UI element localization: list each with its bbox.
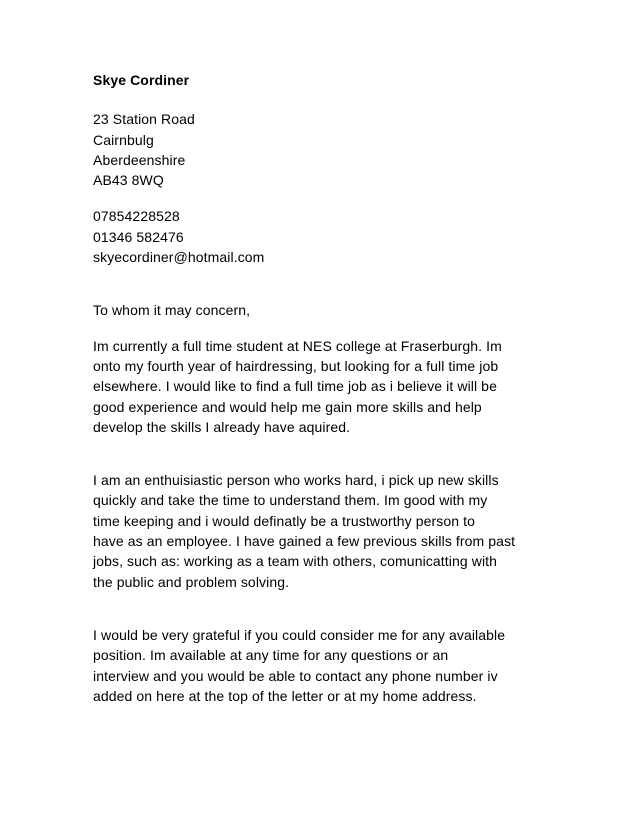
address-line: 23 Station Road [93,111,195,128]
paragraph-line: I would be very grateful if you could consider me for any available [93,626,506,643]
home-number: 01346 582476 [93,228,184,245]
address-line: AB43 8WQ [93,172,164,189]
paragraph-line: time keeping and i would definatly be a trustworthy person to [93,512,475,529]
paragraph-line: interview and you would be able to contact any phone number iv [93,667,498,684]
sender-address [93,109,563,190]
paragraph-line: good experience and would help me gain more skills and help [93,398,482,415]
paragraph-line: Im currently a full time student at NES college at Fraserburgh. Im [93,337,502,354]
sender-contact [93,206,563,267]
email-address: skyecordiner@hotmail.com [93,249,265,266]
mobile-number: 07854228528 [93,208,180,225]
paragraph-line: I am an enthuisiastic person who works hard, i pick up new skills [93,472,499,489]
paragraph-line: quickly and take the time to understand them. Im good with my [93,492,488,509]
paragraph-line: develop the skills I already have aquired. [93,418,351,435]
paragraph-line: the public and problem solving. [93,573,290,590]
paragraph-line: jobs, such as: working as a team with others, comunicatting with [93,553,498,570]
address-line: Cairnbulg [93,131,154,148]
paragraph-3 [93,625,563,706]
sender-name: Skye Cordiner [93,72,190,88]
paragraph-2 [93,470,563,592]
paragraph-line: added on here at the top of the letter or at my home address. [93,687,477,704]
salutation: To whom it may concern, [93,302,251,319]
paragraph-line: onto my fourth year of hairdressing, but looking for a full time job [93,357,499,374]
paragraph-line: have as an employee. I have gained a few previous skills from past [93,533,516,550]
paragraph-1 [93,336,563,437]
paragraph-line: position. Im available at any time for any questions or an [93,647,449,664]
address-line: Aberdeenshire [93,151,186,168]
cover-letter [93,70,563,706]
paragraph-line: elsewhere. I would like to find a full time job as i believe it will be [93,378,497,395]
